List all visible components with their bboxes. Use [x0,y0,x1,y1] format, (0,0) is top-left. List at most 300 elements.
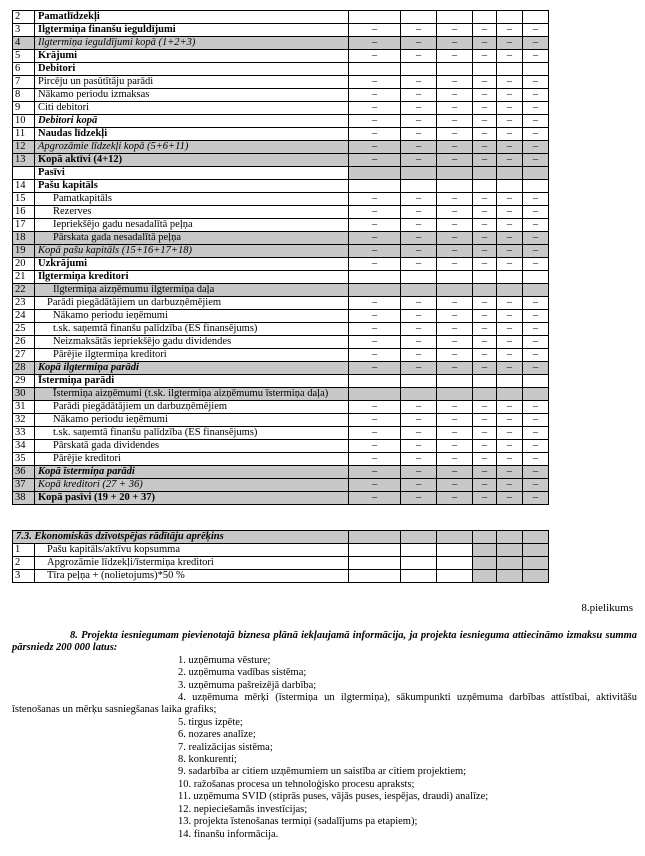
row-number: 33 [13,427,35,440]
value-cell: – [401,193,437,206]
row-number: 3 [13,24,35,37]
balance-row [13,11,549,24]
ratio-row [13,557,549,570]
value-cell: – [349,128,401,141]
value-cell: – [437,414,473,427]
value-cell: – [349,427,401,440]
ratio-value-cell [349,544,401,557]
row-label: Kopā pašu kapitāls (15+16+17+18) [35,245,349,258]
ratio-row [13,544,549,557]
value-cell: – [497,102,523,115]
value-cell: – [349,310,401,323]
balance-row [13,375,549,388]
row-number: 22 [13,284,35,297]
balance-sheet-table [12,10,549,505]
value-cell: – [497,141,523,154]
value-cell: – [523,232,549,245]
row-label: Uzkrājumi [35,258,349,271]
row-number: 18 [13,232,35,245]
row-number: 36 [13,466,35,479]
row-label: Īstermiņa parādi [35,375,349,388]
ratios-body [13,531,549,583]
value-cell: – [349,219,401,232]
balance-row [13,349,549,362]
value-cell: – [497,245,523,258]
value-cell: – [497,479,523,492]
section-heading: Pasīvi [35,167,349,180]
value-cell: – [437,102,473,115]
row-label: Krājumi [35,50,349,63]
value-cell: – [497,440,523,453]
value-cell [473,271,497,284]
list-item: 6. nozares analīze; [178,729,256,741]
value-cell: – [437,24,473,37]
value-cell: – [437,37,473,50]
value-cell: – [473,427,497,440]
value-cell [523,63,549,76]
value-cell: – [401,492,437,505]
value-cell: – [437,128,473,141]
row-label: Pamatlīdzekļi [35,11,349,24]
row-label: Kopā ilgtermiņa parādi [35,362,349,375]
value-cell: – [473,258,497,271]
row-label: Ilgtermiņa aizņēmumu ilgtermiņa daļa [35,284,349,297]
balance-row [13,440,549,453]
value-cell: – [401,89,437,102]
value-cell [497,375,523,388]
value-cell: – [437,466,473,479]
list-item: 8. konkurenti; [178,754,237,766]
value-cell: – [523,310,549,323]
row-number: 11 [13,128,35,141]
row-number: 9 [13,102,35,115]
balance-row [13,479,549,492]
row-label: Kopā īstermiņa parādi [35,466,349,479]
list-item: 4. uzņēmuma mērķi (īstermiņa un ilgtermiņa), sākumpunkti uzņēmuma darbības attīstībai, aktivitāšu īstenošanas un mērķu sasniegšanas laika grafiks; [12,692,637,716]
row-label: Iepriekšējo gadu nesadalītā peļņa [35,219,349,232]
value-cell: – [401,258,437,271]
balance-row [13,271,549,284]
row-label: Pārskata gada nesadalītā peļņa [35,232,349,245]
value-cell: – [401,414,437,427]
value-cell: – [473,466,497,479]
balance-row [13,115,549,128]
value-cell: – [497,310,523,323]
value-cell: – [523,427,549,440]
ratio-value-cell [437,570,473,583]
row-label: Pašu kapitāls [35,180,349,193]
balance-row [13,453,549,466]
value-cell: – [523,440,549,453]
row-label: Naudas līdzekļi [35,128,349,141]
value-cell: – [497,219,523,232]
value-cell: – [401,219,437,232]
ratio-number: 1 [13,544,35,557]
ratios-table [12,530,549,583]
value-cell: – [349,492,401,505]
ratios-title: 7.3. Ekonomiskās dzīvotspējas rādītāju aprēķins [13,531,349,544]
value-cell [437,63,473,76]
row-label: Kopā kreditori (27 + 36) [35,479,349,492]
value-cell: – [497,466,523,479]
value-cell [473,63,497,76]
value-cell [349,271,401,284]
appendix-label: 8.pielikums [581,602,633,614]
balance-row [13,466,549,479]
value-cell: – [437,245,473,258]
value-cell: – [473,414,497,427]
value-cell [473,284,497,297]
row-number: 23 [13,297,35,310]
row-label: Kopā aktīvi (4+12) [35,154,349,167]
value-cell [523,284,549,297]
ratio-value-cell [349,570,401,583]
value-cell [437,388,473,401]
balance-row [13,388,549,401]
value-cell: – [437,427,473,440]
row-number: 15 [13,193,35,206]
value-cell: – [401,466,437,479]
value-cell: – [473,128,497,141]
value-cell: – [437,440,473,453]
value-cell: – [437,258,473,271]
row-number: 34 [13,440,35,453]
row-label: Nākamo periodu ieņēmumi [35,414,349,427]
balance-row [13,401,549,414]
row-number: 28 [13,362,35,375]
value-cell: – [473,479,497,492]
value-cell: – [523,258,549,271]
value-cell: – [401,401,437,414]
value-cell: – [401,479,437,492]
value-cell [349,167,401,180]
value-cell: – [349,245,401,258]
value-cell [523,11,549,24]
value-cell [473,180,497,193]
value-cell: – [437,297,473,310]
balance-row [13,258,549,271]
balance-row [13,245,549,258]
row-number: 4 [13,37,35,50]
row-number: 26 [13,336,35,349]
value-cell: – [349,466,401,479]
row-label: Parādi piegādātājiem un darbuzņēmējiem [35,297,349,310]
balance-row [13,284,549,297]
value-cell: – [497,349,523,362]
value-cell: – [497,362,523,375]
value-cell: – [473,115,497,128]
value-cell: – [473,50,497,63]
row-label: Apgrozāmie līdzekļi kopā (5+6+11) [35,141,349,154]
value-cell: – [349,115,401,128]
value-cell: – [401,310,437,323]
balance-row [13,232,549,245]
value-cell [497,167,523,180]
value-cell [401,63,437,76]
ratios-title-row [13,531,549,544]
row-number: 19 [13,245,35,258]
balance-row [13,362,549,375]
value-cell: – [349,154,401,167]
value-cell: – [497,24,523,37]
value-cell: – [349,349,401,362]
value-cell [401,271,437,284]
value-cell [473,167,497,180]
value-cell: – [401,128,437,141]
row-number: 6 [13,63,35,76]
value-cell: – [523,297,549,310]
row-label: Nākamo periodu ieņēmumi [35,310,349,323]
row-number: 10 [13,115,35,128]
ratio-value-cell [349,557,401,570]
list-item: 1. uzņēmuma vēsture; [178,654,271,666]
value-cell: – [523,76,549,89]
value-cell: – [497,37,523,50]
value-cell: – [523,128,549,141]
value-cell: – [523,37,549,50]
ratio-value-cell [401,570,437,583]
value-cell [523,271,549,284]
balance-row [13,24,549,37]
value-cell: – [497,492,523,505]
value-cell: – [401,206,437,219]
value-cell [497,388,523,401]
value-cell: – [401,154,437,167]
balance-row [13,63,549,76]
value-cell: – [401,76,437,89]
row-label: Pircēju un pasūtītāju parādi [35,76,349,89]
value-cell: – [523,336,549,349]
value-cell: – [523,193,549,206]
value-cell: – [497,323,523,336]
row-label: Rezerves [35,206,349,219]
value-cell: – [437,492,473,505]
ratio-value-cell [497,557,523,570]
value-cell: – [401,427,437,440]
ratio-value-cell [497,544,523,557]
row-number: 24 [13,310,35,323]
value-cell [349,375,401,388]
value-cell: – [437,479,473,492]
ratio-label: Apgrozāmie līdzekļi/īstermiņa kreditori [35,557,349,570]
value-cell [473,388,497,401]
value-cell: – [473,440,497,453]
value-cell: – [523,466,549,479]
value-cell: – [349,323,401,336]
row-number: 16 [13,206,35,219]
ratio-value-cell [473,544,497,557]
value-cell: – [473,362,497,375]
value-cell: – [523,50,549,63]
value-cell: – [401,115,437,128]
value-cell [437,11,473,24]
value-cell: – [497,401,523,414]
value-cell: – [437,310,473,323]
value-cell [401,284,437,297]
value-cell: – [349,24,401,37]
row-label: Kopā pasīvi (19 + 20 + 37) [35,492,349,505]
value-cell: – [401,232,437,245]
value-cell: – [437,141,473,154]
row-number: 32 [13,414,35,427]
value-cell: – [401,336,437,349]
value-cell: – [473,323,497,336]
section-8-list [12,655,637,841]
balance-row [13,323,549,336]
row-number: 35 [13,453,35,466]
value-cell: – [473,336,497,349]
ratio-value-cell [523,557,549,570]
row-label: Debitori [35,63,349,76]
value-cell: – [473,401,497,414]
balance-row [13,141,549,154]
row-label: Pārējie kreditori [35,453,349,466]
balance-row [13,492,549,505]
value-cell: – [497,232,523,245]
list-item: 11. uzņēmuma SVID (stiprās puses, vājās puses, iespējas, draudi) analīze; [178,791,489,803]
ratio-value-cell [473,557,497,570]
value-cell: – [401,440,437,453]
row-number: 2 [13,11,35,24]
value-cell: – [523,245,549,258]
value-cell: – [497,128,523,141]
value-cell: – [473,206,497,219]
value-cell: – [523,141,549,154]
list-item: 9. sadarbība ar citiem uzņēmumiem un saistība ar citiem projektiem; [178,766,467,778]
row-label: t.sk. saņemtā finanšu palīdzība (ES finansējums) [35,323,349,336]
value-cell: – [349,50,401,63]
value-cell: – [473,154,497,167]
row-label: Pamatkapitāls [35,193,349,206]
value-cell: – [523,102,549,115]
value-cell [497,180,523,193]
row-number: 37 [13,479,35,492]
value-cell: – [401,297,437,310]
value-cell: – [401,141,437,154]
ratio-value-cell [401,557,437,570]
row-number [13,167,35,180]
value-cell: – [349,193,401,206]
row-label: Debitori kopā [35,115,349,128]
value-cell: – [473,193,497,206]
value-cell [473,375,497,388]
value-cell: – [523,401,549,414]
row-number: 25 [13,323,35,336]
value-cell: – [349,362,401,375]
value-cell: – [437,349,473,362]
row-number: 17 [13,219,35,232]
row-number: 30 [13,388,35,401]
list-item: 14. finanšu informācija. [178,828,279,840]
ratio-number: 2 [13,557,35,570]
value-cell [437,284,473,297]
value-cell [349,63,401,76]
value-cell: – [473,232,497,245]
value-cell: – [401,349,437,362]
value-cell: – [401,453,437,466]
list-item: 10. ražošanas procesa un tehnoloģisko procesu apraksts; [178,778,415,790]
value-cell [523,180,549,193]
row-number: 20 [13,258,35,271]
row-number: 5 [13,50,35,63]
row-label: Pārējie ilgtermiņa kreditori [35,349,349,362]
value-cell [349,284,401,297]
row-label: Ilgtermiņa finanšu ieguldījumi [35,24,349,37]
list-item: 7. realizācijas sistēma; [178,741,273,753]
value-cell: – [401,102,437,115]
value-cell: – [473,37,497,50]
value-cell: – [523,362,549,375]
ratio-value-cell [523,570,549,583]
value-cell: – [523,479,549,492]
value-cell [523,388,549,401]
ratio-value-cell [523,544,549,557]
balance-row [13,102,549,115]
value-cell: – [497,258,523,271]
row-label: Citi debitori [35,102,349,115]
value-cell: – [473,24,497,37]
row-number: 31 [13,401,35,414]
value-cell: – [401,362,437,375]
value-cell: – [523,492,549,505]
value-cell: – [349,258,401,271]
value-cell [437,167,473,180]
value-cell [523,375,549,388]
value-cell [523,167,549,180]
value-cell: – [349,206,401,219]
value-cell: – [349,414,401,427]
row-number: 8 [13,89,35,102]
row-number: 13 [13,154,35,167]
value-cell: – [497,89,523,102]
value-cell: – [497,297,523,310]
row-label: Ilgtermiņa kreditori [35,271,349,284]
value-cell: – [523,414,549,427]
value-cell [401,388,437,401]
row-number: 14 [13,180,35,193]
value-cell: – [437,206,473,219]
value-cell: – [473,297,497,310]
value-cell: – [497,50,523,63]
row-label: Pārskatā gada dividendes [35,440,349,453]
balance-row [13,336,549,349]
value-cell: – [437,89,473,102]
value-cell: – [497,336,523,349]
value-cell: – [497,414,523,427]
balance-row [13,167,549,180]
value-cell: – [523,115,549,128]
row-number: 27 [13,349,35,362]
section-8-heading: 8. Projekta iesniegumam pievienotajā biznesa plānā iekļaujamā informācija, ja projekta iesnieguma attiecināmo izmaksu summa pārsniedz 200 000 latus: [12,630,637,654]
value-cell: – [401,50,437,63]
value-cell: – [497,154,523,167]
value-cell: – [349,479,401,492]
balance-row [13,193,549,206]
balance-row [13,219,549,232]
value-cell: – [437,193,473,206]
value-cell [497,271,523,284]
balance-row [13,154,549,167]
value-cell: – [437,154,473,167]
value-cell: – [497,427,523,440]
value-cell: – [401,24,437,37]
value-cell: – [349,76,401,89]
value-cell: – [473,492,497,505]
ratio-number: 3 [13,570,35,583]
value-cell: – [349,102,401,115]
ratio-label: Pašu kapitāls/aktīvu kopsumma [35,544,349,557]
value-cell: – [349,440,401,453]
